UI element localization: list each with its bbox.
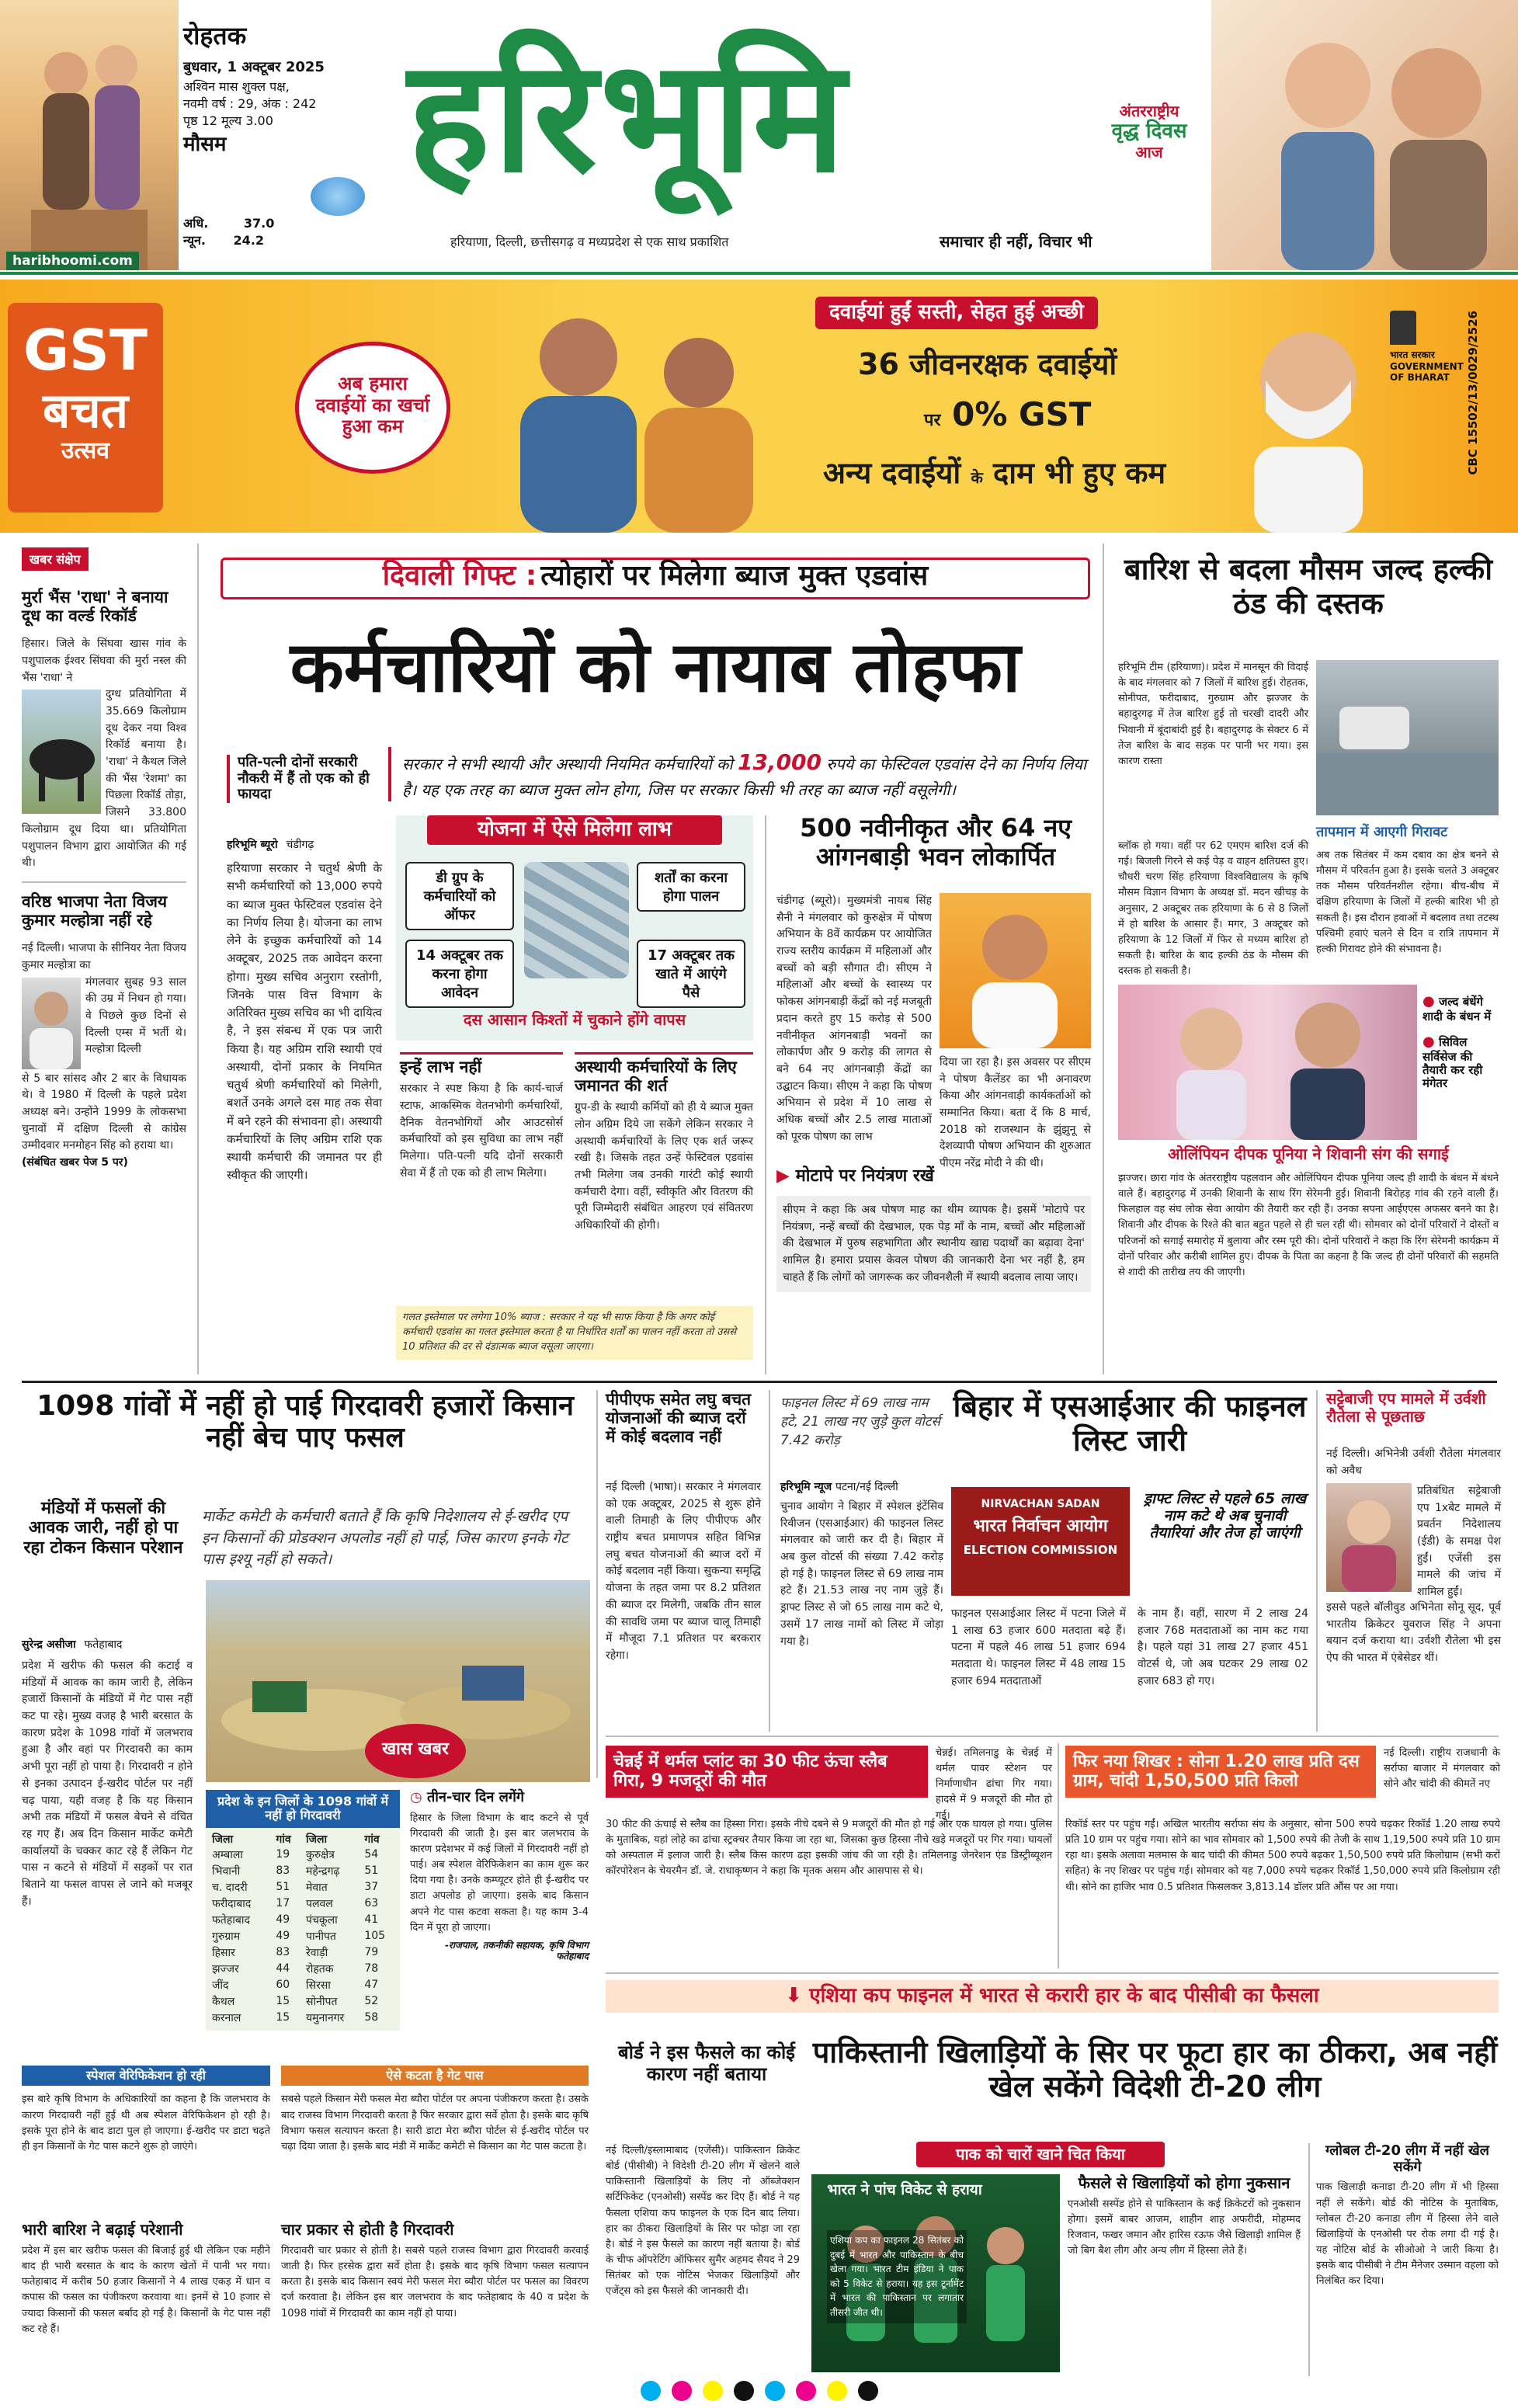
lead-byline: हरिभूमि ब्यूरो <box>227 839 278 851</box>
cm-photo <box>940 893 1091 1048</box>
table-row: भिवानी 83 <box>212 1864 290 1878</box>
speech-bubble: अब हमारा दवाईयों का खर्चा हुआ कम <box>295 342 450 474</box>
table-header-villages: गांव <box>364 1833 380 1846</box>
bihar-dateline: पटना/नई दिल्ली <box>835 1481 898 1493</box>
benefit-3: 14 अक्टूबर तक करना होगा आवेदन <box>405 940 514 1008</box>
cricket-kicker: ⬇ एशिया कप फाइनल में भारत से करारी हार के बाद पीसीबी का फैसला <box>606 1980 1499 2013</box>
rain-text: प्रदेश में इस बार खरीफ फसल की बिजाई हुई थी लेकिन एक महीने बाद ही भारी बरसात के बाद के कारण खेतों में पानी भर गया। फतेहाबाद में करीब 50 हजार किसानों ने 4 लाख एकड़ में धान व कपास की फसल का पंजीकरण करवाया था। इनमें से 10 हजार से ज्यादा किसानों की फसल बर्बाद हो गई है। किसानों के गेट पास नहीं कट रहे हैं। <box>22 2245 270 2335</box>
bihar-headline: बिहार में एसआईआर की फाइनल लिस्ट जारी <box>953 1389 1307 1458</box>
global-league-title: ग्लोबल टी-20 लीग में नहीं खेल सकेंगे <box>1325 2142 1489 2175</box>
sign-line-3: ELECTION COMMISSION <box>963 1543 1118 1558</box>
sign-line-2: भारत निर्वाचन आयोग <box>973 1517 1108 1537</box>
portrait-icon <box>22 978 81 1069</box>
elderly-couple-photo-left <box>0 0 179 270</box>
elderly-men-photo-right <box>1211 0 1518 270</box>
table-row: यमुनानगर 58 <box>306 2011 379 2024</box>
benefit-1: डी ग्रुप के कर्मचारियों को ऑफर <box>405 862 514 930</box>
table-row: सिरसा 47 <box>306 1979 379 1992</box>
reg-mark <box>858 2381 878 2401</box>
wedding-text: झज्जर। छारा गांव के अंतरराष्ट्रीय पहलवान और ओलिंपियन दीपक पूनिया जल्द ही शादी के बंधन में बंधने वाले हैं। बहादुरगढ़ में उनकी शिवानी के साथ रिंग सेरेमनी हुई। शिवानी बिरोहड़ गांव की रहने वाली हैं। फिलहाल वह संघ लोक सेवा आयोग की तैयारी कर रही हैं। उनका सपना आईएएस अफसर बनने का है। शिवानी और दीपक के रिश्ते की बात बहुत पहले से ही चल रही थी। सोमवार को दोनों परिवारों ने दोस्तों व परिजनों को सगाई समारोह में बुलाया और रस्म पूरी की। दोनों परिवारों ने कहा कि रिंग सेरेमनी कार्यक्रम में दोनों परिवार और करीबी शामिल हुए। दीपक के पिता का कहना है कि जल्द ही दोनों परिवारों की सहमति से शादी की तारीख तय की जाएगी। <box>1118 1173 1499 1278</box>
brief-headline-1: मुर्रा भैंस 'राधा' ने बनाया दूध का वर्ल्ड रिकॉर्ड <box>22 588 168 626</box>
ppf-headline: पीपीएफ समेत लघु बचत योजनाओं की ब्याज दरों में कोई बदलाव नहीं <box>606 1390 752 1447</box>
anganwadi-text-2: दिया जा रहा है। इस अवसर पर सीएम ने पोषण कैलेंडर का भी अनावरण किया और आंगनवाड़ी कार्यकर्ताओं को सम्मानित किया। बता दें कि 8 मार्च, 2018 को राजस्थान के झुंझुनू से देशव्यापी पोषण अभियान की शुरुआत पीएम नरेंद्र मोदी ने की थी। <box>940 1056 1091 1170</box>
lead-intro-amount: 13,000 <box>737 749 822 775</box>
occasion-line-1: अंतरराष्ट्रीय <box>1119 102 1179 120</box>
newspaper-logo: हरिभूमि <box>408 25 849 207</box>
website-link[interactable]: haribhoomi.com <box>6 252 139 270</box>
urvashi-text-2: प्रतिबंधित सट्टेबाजी एप 1xबेट मामले में प्रवर्तन निदेशालय (ईडी) के समक्ष पेश हुईं। एजेंसी इस मामले की जांच में शामिल हुईं। <box>1417 1485 1501 1599</box>
reg-mark <box>641 2381 661 2401</box>
triangle-icon: ▶ <box>776 1166 790 1186</box>
weather-text-1: हरिभूमि टीम (हरियाणा)। प्रदेश में मानसून की विदाई के बाद मंगलवार को 7 जिलों में बारिश हुई। रोहतक, सोनीपत, फरीदाबाद, गुरुग्राम और झज्जर के बहादुरगढ़ में तेज बारिश हुई तो चरखी दादरी और भिवानी में बूंदाबांदी हुई है। बहादुरगढ़ के सेक्टर 6 में तेज बारिश के बाद सड़क पर पानी भर गया। इस कारण रास्ता <box>1118 662 1308 767</box>
girdawari-headline: 1098 गांवों में नहीं हो पाई गिरदावरी हजारों किसान नहीं बेच पाए फसल <box>36 1390 574 1454</box>
chennai-text-1: चेन्नई। तमिलनाडु के चेन्नई में थर्मल पावर स्टेशन पर निर्माणाधीन ढांचा गिर गया। हादसे में 9 मजदूरों की मौत हो गई। <box>936 1747 1052 1822</box>
elderly-couple-illustration <box>0 0 179 270</box>
couple-illustration <box>466 303 792 533</box>
lead-dateline: चंडीगढ़ <box>286 839 314 851</box>
money-illustration <box>524 862 629 978</box>
gatepass-title: ऐसे कटता है गेट पास <box>281 2066 589 2086</box>
ppf-text: नई दिल्ली (भाषा)। सरकार ने मंगलवार को एक अक्टूबर, 2025 से शुरू होने वाली तिमाही के लिए पीपीएफ और राष्ट्रीय बचत प्रमाणपत्र सहित विभिन्न लघु बचत योजनाओं की ब्याज दरों में कोई बदलाव नहीं किया। सुकन्या समृद्धि योजना के तहत जमा पर 8.2 प्रतिशत की ब्याज दर मिलेगी, जबकि तीन साल की सावधि जमा पर ब्याज चालू तिमाही में मौजूदा 7.1 प्रतिशत पर बरकरार रहेगा। <box>606 1481 761 1662</box>
rain-title: भारी बारिश ने बढ़ाई परेशानी <box>22 2220 183 2239</box>
table-row: जींद 60 <box>212 1979 290 1992</box>
down-arrow-icon: ⬇ <box>785 1984 803 2007</box>
panchang-line-1: अश्विन मास शुक्ल पक्ष, <box>183 79 290 94</box>
flood-illustration <box>1316 660 1499 815</box>
portrait-icon <box>940 893 1091 1048</box>
timeline-text: हिसार के जिला विभाग के बाद कटने से पूर्व गिरदावरी की जाती है। इस बार जलभराव के कारण प्रदेशभर में कई जिलों में गिरदावरी नहीं हो पाई। अब स्पेशल वेरिफिकेशन का काम शुरू कर दिया गया है। उनके कम्प्यूटर होते ही ई-खरीद पर डाटा अपलोड हो जाएगा। इसके बाद किसान अपने गेट पास कटवा सकता है। यह काम 3-4 दिन में पूरा हो जाएगा। <box>410 1812 589 1934</box>
cricket-text: नई दिल्ली/इस्लामाबाद (एजेंसी)। पाकिस्तान क्रिकेट बोर्ड (पीसीबी) ने विदेशी टी-20 लीग में खेलने वाले पाकिस्तानी खिलाड़ियों के लिए नो ऑब्जेक्शन सर्टिफिकेट (एनओसी) सस्पेंड कर दिए हैं। बोर्ड ने यह फैसला एशिया कप फाइनल के एक दिन बाद लिया। हार का ठीकरा खिलाड़ियों के सिर पर फोड़ा जा रहा है। बोर्ड ने इस फैसले का कारण नहीं बताया है। बोर्ड के चीफ ऑपरेटिंग ऑफिसर सुमैर अहमद सैयद ने 29 सितंबर को एक नोटिस भेजकर खिलाड़ियों और एजेंट्स को इस फैसले की जानकारी दी। <box>606 2145 800 2298</box>
ad-line-2b: 0% GST <box>952 395 1092 433</box>
four-types-text: गिरदावरी चार प्रकार से होती है। सबसे पहले राजस्व विभाग द्वारा गिरदावरी करवाई जाती है। फिर हरसेक द्वारा सर्वे होता है। इसके बाद कृषि विभाग फसल सत्यापन करता है। इसके बाद किसान स्वयं मेरी फसल मेरा ब्यौरा पोर्टल पर फसल का विवरण दर्ज करवाता है। लेकिन इस बार जलभराव के बाद फतेहाबाद के 40 व प्रदेश के 1098 गांवों में गिरदावरी का काम नहीं हो पाया। <box>281 2245 589 2319</box>
lead-intro-c: रुपये का फेस्टिवल एडवांस देने का निर्णय लिया है। यह एक तरह का ब्याज मुक्त लोन होगा, जिस पर सरकार किसी भी तरह का ब्याज नहीं वसूलेगी। <box>402 755 1087 799</box>
table-header-villages: गांव <box>276 1833 291 1846</box>
bachat-word: बचत <box>42 381 129 439</box>
weather-title: मौसम <box>183 133 227 156</box>
four-types-title: चार प्रकार से होती है गिरदावरी <box>281 2220 454 2239</box>
wedding-bullet-1: ● जल्द बंधेंगे शादी के बंधन में <box>1422 993 1492 1023</box>
table-row: कुरुक्षेत्र 54 <box>306 1848 379 1861</box>
urvashi-text-1: नई दिल्ली। अभिनेत्री उर्वशी रौतेला मंगलवार को अवैध <box>1326 1447 1501 1477</box>
flood-photo <box>1316 660 1499 815</box>
wedding-caption: ओलिंपियन दीपक पूनिया ने शिवानी संग की सगाई <box>1168 1145 1449 1163</box>
ad-line-3a: अन्य दवाईयों <box>823 456 961 490</box>
weather-subhead: तापमान में आएगी गिरावट <box>1316 824 1448 840</box>
utsav-word: उत्सव <box>61 437 109 465</box>
tagline: समाचार ही नहीं, विचार भी <box>940 232 1092 251</box>
panchang-line-3: पृष्ठ 12 मूल्य 3.00 <box>183 113 273 128</box>
anganwadi-text-3: सीएम ने कहा कि अब पोषण माह का थीम व्यापक है। इसमें 'मोटापे पर नियंत्रण, नन्हें बच्चों की देखभाल, एक पेड़ माँ के नाम, बच्चों और महिलाओं की देखभाल में पुरुष सहभागिता और स्थानीय खाद्य पदार्थों का बढ़ावा देना' शामिल है। हमारा प्रयास केवल पोषण की जानकारी देना भर नहीं है, हम चाहते हैं कि लोगों को जागरूक कर जीवनशैली में स्थायी बदलाव लाया जाए। <box>776 1196 1091 1292</box>
anganwadi-text-1: चंडीगढ़ (ब्यूरो)। मुख्यमंत्री नायब सिंह सैनी ने मंगलवार को कुरुक्षेत्र में पोषण अभियान के 8वें कार्यक्रम पर आयोजित राज्य स्तरीय कार्यक्रम में महिलाओं और बच्चों को बड़ी सौगात दी। सीएम ने महिलाओं और बच्चों के स्वास्थ्य पर फोकस आंगनबाड़ी केंद्रों को नई मजबूती प्रदान करते हुए 15 करोड़ से 500 नवीनीकृत आंगनबाड़ी भवनों का लोकार्पण और 9 करोड़ की लागत से बने 64 नए आंगनबाड़ी केंद्रों का उद्घाटन किया। सीएम ने कहा कि पोषण अभियान से प्रदेश में 10 लाख से अधिक बच्चों और 2.5 लाख माताओं को पूरक पोषण का लाभ <box>776 895 932 1143</box>
portrait-icon <box>1326 1483 1412 1592</box>
panchang-line-2: नवमी वर्ष : 29, अंक : 242 <box>183 96 317 111</box>
gst-word: GST <box>23 318 148 383</box>
ad-code: CBC 15502/13/0029/2526 <box>1466 311 1480 475</box>
min-label: न्यून. <box>183 233 206 248</box>
table-row: कैथल 15 <box>212 1995 290 2008</box>
loss-title: फैसले से खिलाड़ियों को होगा नुकसान <box>1078 2173 1290 2192</box>
reg-mark <box>827 2381 847 2401</box>
reg-mark <box>672 2381 692 2401</box>
urvashi-text-3: इससे पहले बॉलीवुड अभिनेता सोनू सूद, पूर्व भारतीय क्रिकेटर युवराज सिंह ने अपना बयान दर्ज कराया था। उर्वशी रौतेला भी इस ऐप की भारत में एंबेसेडर थीं। <box>1326 1601 1501 1665</box>
election-commission-photo <box>951 1487 1130 1596</box>
anganwadi-subhead <box>776 1166 1091 1186</box>
table-row: सोनीपत 52 <box>306 1995 379 2008</box>
verification-title: स्पेशल वेरिफिकेशन हो रही <box>22 2066 270 2086</box>
ad-line-3c: दाम भी हुए कम <box>993 456 1166 490</box>
urvashi-headline: सट्टेबाजी एप मामले में उर्वशी रौतेला से पूछताछ <box>1326 1389 1486 1426</box>
buffalo-photo <box>22 690 101 814</box>
brief-reference: (संबंधित खबर पेज 5 पर) <box>22 1156 128 1169</box>
brief-headline-2: वरिष्ठ भाजपा नेता विजय कुमार मल्होत्रा नहीं रहे <box>22 891 168 930</box>
anganwadi-headline: 500 नवीनीकृत और 64 नए आंगनबाड़ी भवन लोकार्पित <box>800 813 1072 871</box>
table-row: पानीपत 105 <box>306 1930 386 1943</box>
bihar-side: ड्राफ्ट लिस्ट से पहले 65 लाख नाम कटे थे अब चुनावी तैयारियां और तेज हो जाएंगी <box>1143 1490 1307 1541</box>
edition-city: रोहतक <box>183 21 247 50</box>
gold-headline: फिर नया शिखर : सोना 1.20 लाख प्रति दस ग्राम, चांदी 1,50,500 प्रति किलो <box>1065 1746 1376 1798</box>
table-row: रोहतक 78 <box>306 1962 379 1975</box>
guarantee-text: ग्रुप-डी के स्थायी कर्मियों को ही ये ब्याज मुक्त लोन अग्रिम दिये जा सकेंगे लेकिन सरकार ने अस्थायी कर्मचारियों के लिए एक शर्त जरूर रखी है। जिसके तहत उन्हें फेस्टिवल एडवांस तभी मिलेगा जब उनकी गारंटी कोई स्थायी कर्मचारी देगा। वहीं, स्वीकृति और वितरण की पूरी जिम्मेदारी संबंधित आहरण एवं संवितरण अधिकारियों की होगी। <box>575 1101 753 1232</box>
table-header-district: जिला <box>212 1833 234 1846</box>
table-row: मेवात 37 <box>306 1881 379 1894</box>
lead-intro <box>388 747 1091 801</box>
girdawari-text: प्रदेश में खरीफ की फसल की कटाई व मंडियों में आवक का काम जारी है, लेकिन हजारों किसानों के मंडियों में गेट पास नहीं कट पा रहे। मुख्य वजह है भारी बरसात के कारण प्रदेश के 1098 गांवों में जलभराव हुआ है और वहां पर गिरदावरी का काम अभी पूरा नहीं हो पाया है। गिरदावरी न होने से इनका उत्पादन ई-खरीद पोर्टल पर नहीं चढ़ पाया, यही वजह है कि यह किसान अभी तक मंडियों में फसल बेचने से वंचित रह गए हैं। अब दिन किसान मार्केट कमेटी कार्यालयों के चक्कर काट रहे हैं लेकिन गेट पास न कटने से मंडियों में सड़कों पर रात बिताने या फसल वापस ले जाने को मजबूर हैं। <box>22 1659 193 1908</box>
cricket-side: बोर्ड ने इस फैसले का कोई कारण नहीं बताया <box>618 2041 795 2085</box>
benefit-4: 17 अक्टूबर तक खाते में आएंगे पैसे <box>637 940 745 1008</box>
table-row: फरीदाबाद 17 <box>212 1897 290 1910</box>
girdawari-side: मंडियों में फसलों की आवक जारी, नहीं हो पा रहा टोकन किसान परेशान <box>23 1499 183 1558</box>
lead-side-note: पति-पत्नी दोनों सरकारी नौकरी में हैं तो एक को ही फायदा <box>227 755 378 803</box>
bihar-text-1: चुनाव आयोग ने बिहार में स्पेशल इंटेंसिव रिवीजन (एसआईआर) की फाइनल लिस्ट मंगलवार को जारी कर दी है। बिहार में अब कुल वोटर्स की संख्या 7.42 करोड़ हो गई है। फाइनल लिस्ट से 69 लाख नाम हटे हैं। 21.53 लाख नए नाम जुड़े हैं। ड्राफ्ट लिस्ट से जो 65 लाख नाम कटे थे, उसमें 17 लाख नामों को लिस्ट में जोड़ा गया है। <box>780 1500 943 1648</box>
date: बुधवार, 1 अक्टूबर 2025 <box>183 59 325 75</box>
no-benefit-title: इन्हें लाभ नहीं <box>400 1052 563 1076</box>
ad-line-1: 36 जीवनरक्षक दवाईयों <box>858 347 1117 381</box>
max-label: अधि. <box>183 216 209 231</box>
table-row: करनाल 15 <box>212 2011 290 2024</box>
lead-kicker-2: त्योहारों पर मिलेगा ब्याज मुक्त एडवांस <box>540 560 929 592</box>
gst-advertisement[interactable] <box>0 280 1518 533</box>
table-row: फतेहाबाद 49 <box>212 1913 290 1927</box>
brief-text-1b: दुग्ध प्रतियोगिता में 35.669 किलोग्राम दूध देकर नया विश्व रिकॉर्ड बनाया है। 'राधा' ने कैथल जिले की भैंस 'रेशमा' का पिछला रिकॉर्ड तोड़ा, जिसने 33.800 किलोग्राम दूध दिया था। प्रतियोगिता पशुपालन विभाग द्वारा आयोजित की गई थी। <box>22 688 186 870</box>
scheme-box-bottom: दस आसान किश्तों में चुकाने होंगे वापस <box>463 1010 686 1029</box>
cricket-band: पाक को चारों खाने चित किया <box>916 2142 1165 2167</box>
cricket-headline: पाकिस्तानी खिलाड़ियों के सिर पर फूटा हार का ठीकरा, अब नहीं खेल सकेंगे विदेशी टी-20 लीग <box>812 2035 1498 2104</box>
weather-text-3: अब तक सितंबर में कम दबाव का क्षेत्र बनने से मौसम में परिवर्तन हुआ है। इसके चलते 3 अक्टूबर तक मौसम परिवर्तनशील रहेगा। बीच-बीच में दक्षिण हरियाणा के जिलों में हल्की बारिश भी हो सकती है। इस दौरान हवाओं में बदलाव तथा तटस्थ पश्चिमी हवाएं चलने से दिन व रात्रि तापमान में हल्की गिरावट होने की संभावना है। <box>1316 850 1499 955</box>
table-title: प्रदेश के इन जिलों के 1098 गांवों में नहीं हो गिरदावरी <box>206 1790 400 1828</box>
pm-photo <box>1242 311 1374 533</box>
engagement-photo <box>1118 985 1417 1140</box>
bihar-byline: हरिभूमि न्यूज <box>780 1481 832 1493</box>
elderly-men-illustration <box>1211 0 1518 270</box>
couple-photo <box>466 303 792 533</box>
lead-body: हरियाणा सरकार ने चतुर्थ श्रेणी के सभी कर्मचारियों को 13,000 रुपये का ब्याज मुक्त फेस्टिवल एडवांस देने का निर्णय लिया है। योजना का लाभ लेने के इच्छुक कर्मचारियों को 14 अक्टूबर, 2025 तक आवेदन करना होगा। मुख्य सचिव अनुराग रस्तोगी, जिनके पास वित्त विभाग के अतिरिक्त मुख्य सचिव का भी दायित्व है, ने इस संबन्ध में एक पत्र जारी किया है। यह अग्रिम राशि स्थायी एवं अस्थायी, दोनों प्रकार के नियमित चतुर्थ श्रेणी कर्मचारियों को मिलेगी, बशर्ते उनके अगले दस माह तक सेवा में बने रहने की संभावना हो। अस्थायी कर्मचारियों के लिए अग्रिम राशि एक स्थायी कर्मचारी की जमानत पर ही स्वीकृत की जाएगी। <box>227 861 382 1183</box>
district-table-right <box>303 1833 397 2026</box>
table-header-district: जिला <box>306 1833 328 1846</box>
scheme-box-title: योजना में ऐसे मिलेगा लाभ <box>427 815 722 845</box>
lead-kicker: दिवाली गिफ्ट : <box>382 560 537 592</box>
brief-text-2a: नई दिल्ली। भाजपा के सीनियर नेता विजय कुमार मल्होत्रा का <box>22 942 186 971</box>
guarantee-title: अस्थायी कर्मचारियों के लिए जमानत की शर्त <box>575 1052 753 1095</box>
benefit-2: शर्तों का करना होगा पालन <box>637 862 745 912</box>
occasion-line-3: आज <box>1135 142 1163 162</box>
gov-english-1: GOVERNMENT <box>1390 361 1464 372</box>
scheme-box <box>396 815 753 1041</box>
clock-icon: ◷ <box>410 1789 422 1805</box>
india-won-text: एशिया कप का फाइनल 28 सितंबर को दुबई में भारत और पाकिस्तान के बीच खेला गया। भारत टीम इंडिया ने पाक को 5 विकेट से हराया। यह इस टूर्नामेंट में भारत की पाकिस्तान पर लगातार तीसरी जीत थी। <box>827 2230 967 2323</box>
special-news-stamp: खास खबर <box>365 1724 466 1778</box>
reg-mark <box>703 2381 723 2401</box>
table-row: पलवल 63 <box>306 1897 379 1910</box>
table-row: पंचकूला 41 <box>306 1913 379 1927</box>
sign-line-1: NIRVACHAN SADAN <box>981 1498 1100 1510</box>
timeline-sign: -राजपाल, तकनीकी सहायक, कृषि विभाग फतेहाबाद <box>444 1939 589 1961</box>
lead-footnote: गलत इस्तेमाल पर लगेगा 10% ब्याज : सरकार ने यह भी साफ किया है कि अगर कोई कर्मचारी एडवांस का गलत इस्तेमाल करता है या निर्धारित शर्तों का पालन नहीं करता तो उससे 10 प्रतिशत की दर से दंडात्मक ब्याज वसूला जाएगा। <box>396 1306 753 1360</box>
bihar-text-2: फाइनल एसआईआर लिस्ट में पटना जिले में 1 लाख 63 हजार 600 मतदाता बढ़े हैं। पटना में पहले 46 लाख 51 हजार 694 मतदाता थे। फाइनल लिस्ट में 48 लाख 15 हजार 694 मतदाताओं <box>951 1607 1126 1687</box>
gatepass-text: सबसे पहले किसान मेरी फसल मेरा ब्यौरा पोर्टल पर अपना पंजीकरण करता है। उसके बाद राजस्व विभाग गिरदावरी करता है फिर सरकार द्वारा सर्वे होता है। इसके बाद कृषि विभाग फसल सत्यापन करता है। सारी डाटा मेरा ब्यौरा पोर्टल से ई-खरीद पोर्टल पर चढ़ा दिया जाता है। इसके बाद मंडी में मार्केट कमेटी से किसान का गेट पास कटता है। <box>281 2094 589 2153</box>
girdawari-quote: मार्केट कमेटी के कर्मचारी बताते हैं कि कृषि निदेशालय से ई-खरीद एप इन किसानों की प्रोडक्शन अपलोड नहीं हो पाई, जिस कारण इनके गेट पास इश्यू नहीं हो सकते। <box>202 1508 568 1569</box>
portrait-illustration <box>1242 311 1374 533</box>
global-league-text: पाक खिलाड़ी कनाडा टी-20 लीग में भी हिस्सा नहीं ले सकेंगे। बोर्ड की नोटिस के मुताबिक, ग्लोबल टी-20 कनाडा लीग में हिस्सा लेने वाले खिलाड़ियों के एनओसी पर रोक लगा दी गई है। यह नोटिस बोर्ड के सीओओ ने जारी किया है। इसके बाद पीसीबी ने टीम मैनेजर उस्मान वहला को निलंबित कर दिया। <box>1316 2181 1499 2288</box>
couple-illustration <box>1118 985 1417 1140</box>
bullet-icon: ● <box>1422 993 1435 1009</box>
max-temp: 37.0 <box>243 216 275 231</box>
gov-english-2: OF BHARAT <box>1390 372 1450 383</box>
chennai-headline: चेन्नई में थर्मल प्लांट का 30 फीट ऊंचा स्लैब गिरा, 9 मजदूरों की मौत <box>606 1746 928 1798</box>
table-row: रेवाड़ी 79 <box>306 1946 379 1959</box>
reg-mark <box>796 2381 816 2401</box>
table-row: च. दादरी 51 <box>212 1881 290 1894</box>
timeline-title: ◷ तीन-चार दिन लगेंगे <box>410 1789 525 1805</box>
girdawari-byline: सुरेन्द्र असीजा <box>22 1638 76 1651</box>
urvashi-photo <box>1326 1483 1412 1592</box>
bihar-quote: फाइनल लिस्ट में 69 लाख नाम हटे, 21 लाख नए जुड़े कुल वोटर्स 7.42 करोड़ <box>780 1395 940 1448</box>
table-row: हिसार 83 <box>212 1946 290 1959</box>
occasion-line-2: वृद्ध दिवस <box>1111 120 1187 143</box>
publication-subline: हरियाणा, दिल्ली, छत्तीसगढ़ व मध्यप्रदेश से एक साथ प्रकाशित <box>450 235 729 249</box>
district-table-left <box>209 1833 303 2026</box>
brief-text-2c: से 5 बार सांसद और 2 बार के विधायक थे। वे 1980 में दिल्ली के पहले प्रदेश अध्यक्ष बने। उन्होंने 1999 के लोकसभा चुनावों में दक्षिण दिल्ली से कांग्रेस उम्मीदवार मनमोहन सिंह को हराया था। <box>22 1072 186 1152</box>
verification-text: इस बारे कृषि विभाग के अधिकारियों का कहना है कि जलभराव के कारण गिरदावरी नहीं हुई थी अब स्पेशल वेरिफिकेशन हो रही है। इसके पूरा होने के बाद डाटा पुल हो जाएगा। ई-खरीद पर डाटा चढ़ते ही इन किसानों के गेट पास कटने शुरू हो जाएंगे। <box>22 2094 270 2153</box>
wedding-bullet-2: ● सिविल सर्विसेज की तैयारी कर रही मंगेतर <box>1422 1033 1483 1091</box>
reg-mark <box>734 2381 754 2401</box>
reg-mark <box>765 2381 785 2401</box>
gov-hindi: भारत सरकार <box>1390 349 1435 360</box>
bullet-icon: ● <box>1422 1033 1435 1050</box>
loss-text: एनओसी सस्पेंड होने से पाकिस्तान के कई क्रिकेटरों को नुकसान होगा। इसमें बाबर आजम, शाहीन शाह अफरीदी, मोहम्मद रिजवान, फखर जमान और हारिस रऊफ जैसे खिलाड़ी शामिल हैं जो बिग बैश लीग और अन्य लीग में हिस्सा लेते हैं। <box>1068 2198 1301 2257</box>
buffalo-illustration <box>22 690 101 814</box>
obesity-subhead: मोटापे पर नियंत्रण रखें <box>795 1166 934 1186</box>
ad-line-2a: पर <box>924 411 941 430</box>
lead-intro-a: सरकार ने सभी स्थायी और अस्थायी नियमित कर्मचारियों को <box>402 755 738 773</box>
weather-text-2: ब्लॉक हो गया। वहीं पर 62 एमएम बारिश दर्ज की गई। बिजली गिरने से कई पेड़ व वाहन क्षतिग्रस्त हुए। चौधरी चरण सिंह हरियाणा विश्वविद्यालय के कृषि मौसम विज्ञान विभाग के अध्यक्ष डॉ. मदन खीचड़ के अनुसार, 2 अक्टूबर तक हरियाणा के 6 से 8 जिलों में हो बारिश के आसार हैं। मगर, 3 अक्टूबर को हरियाणा के 12 जिलों में फिर से मध्यम बारिश हो सकती है। बारिश के बाद हल्की ठंड के मौसम की दस्तक हो सकती है। <box>1118 840 1308 978</box>
malhotra-photo <box>22 978 81 1069</box>
bihar-text-3: के नाम हैं। वहीं, सारण में 2 लाख 24 हजार 768 मतदाताओं का नाम कट गया है। पहले यहां 31 लाख 27 हजार 451 वोटर्स थे, जो अब घटकर 29 लाख 02 हजार 683 हो गए। <box>1138 1607 1308 1687</box>
emblem-icon <box>1390 311 1416 345</box>
brief-label: खबर संक्षेप <box>22 547 89 571</box>
brief-text-1a: हिसार। जिले के सिंघवा खास गांव के पशुपालक ईश्वर सिंघवा की मुर्रा नस्ल की भैंस 'राधा' ने <box>22 638 186 684</box>
weather-headline: बारिश से बदला मौसम जल्द हल्की ठंड की दस्तक <box>1124 552 1493 620</box>
chennai-text-2: 30 फीट की ऊंचाई से स्लैब का हिस्सा गिरा। इसके नीचे दबने से 9 मजदूरों की मौत हो गई और एक घायल हो गया। पुलिस के मुताबिक, यहां लोहे का ढांचा स्ट्रक्चर तैयार किया जा रहा था, जिसका कुछ हिस्सा नीचे खड़े मजदूरों पर गिर गया। घायलों को अस्पताल में इलाज जारी है। स्लैब किस कारण ढहा इसकी जांच की जा रही है। तमिलनाडु जेनरेशन एंड डिस्ट्रीब्यूशन कॉरपोरेशन के चेयरमैन डॉ. जे. राधाकृष्णन ने कहा कि मृतक असम और आसपास से थे। <box>606 1819 1052 1878</box>
no-benefit-text: सरकार ने स्पष्ट किया है कि कार्य-चार्ज स्टाफ, आकस्मिक वेतनभोगी कर्मचारियों, दैनिक वेतनभोगियों और आउटसोर्स कर्मचारियों को इस सुविधा का लाभ नहीं मिलेगा। पति-पत्नी यदि दोनों सरकारी सेवा में हैं तो एक को ही लाभ मिलेगा। <box>400 1082 563 1180</box>
gold-text-2: रिकॉर्ड स्तर पर पहुंच गईं। अखिल भारतीय सर्राफा संघ के अनुसार, सोना 500 रुपये चढ़कर रिकॉर्ड 1.20 लाख रुपये प्रति 10 ग्राम पर पहुंच गया। सोने का भाव सोमवार को 1,500 रुपये की तेजी के साथ 1,19,500 रुपये प्रति 10 ग्राम रहा था। इसके अलावा मलमास के बाद चांदी की कीमत 500 रुपये बढ़कर 1,50,500 रुपये प्रति किलोग्राम (सभी करों सहित) के नए शिखर पर पहुंच गई। सोमवार को यह 7,000 रुपये चढ़कर रिकॉर्ड 1,50,000 रुपये प्रति किलोग्राम रही थी। सोने का हाजिर भाव 0.5 प्रतिशत फिसलकर 3,813.14 डॉलर प्रति औंस पर आ गया। <box>1065 1819 1500 1893</box>
lead-headline: कर्मचारियों को नायाब तोहफा <box>290 627 1021 708</box>
weather-icon <box>311 177 365 216</box>
girdawari-dateline: फतेहाबाद <box>84 1638 123 1651</box>
table-row: झज्जर 44 <box>212 1962 290 1975</box>
district-table-box <box>206 1790 400 2031</box>
ad-line-3b: के <box>971 468 983 487</box>
table-row: अम्बाला 19 <box>212 1848 290 1861</box>
min-temp: 24.2 <box>233 233 265 248</box>
gold-text-1: नई दिल्ली। राष्ट्रीय राजधानी के सर्राफा बाजार में मंगलवार को सोने और चांदी की कीमतें नए <box>1384 1747 1500 1791</box>
registration-marks <box>0 2381 1518 2408</box>
table-row: महेन्द्रगढ़ 51 <box>306 1864 379 1878</box>
india-won-title: भारत ने पांच विकेट से हराया <box>827 2181 982 2198</box>
table-row: गुरुग्राम 49 <box>212 1930 290 1943</box>
brief-text-2b: मंगलवार सुबह 93 साल की उम्र में निधन हो गया। वे पिछले कुछ दिनों से दिल्ली एम्स में भर्ती थे। मल्होत्रा दिल्ली <box>85 975 186 1056</box>
ad-ribbon: दवाईयां हुईं सस्ती, सेहत हुई अच्छी <box>815 297 1098 329</box>
